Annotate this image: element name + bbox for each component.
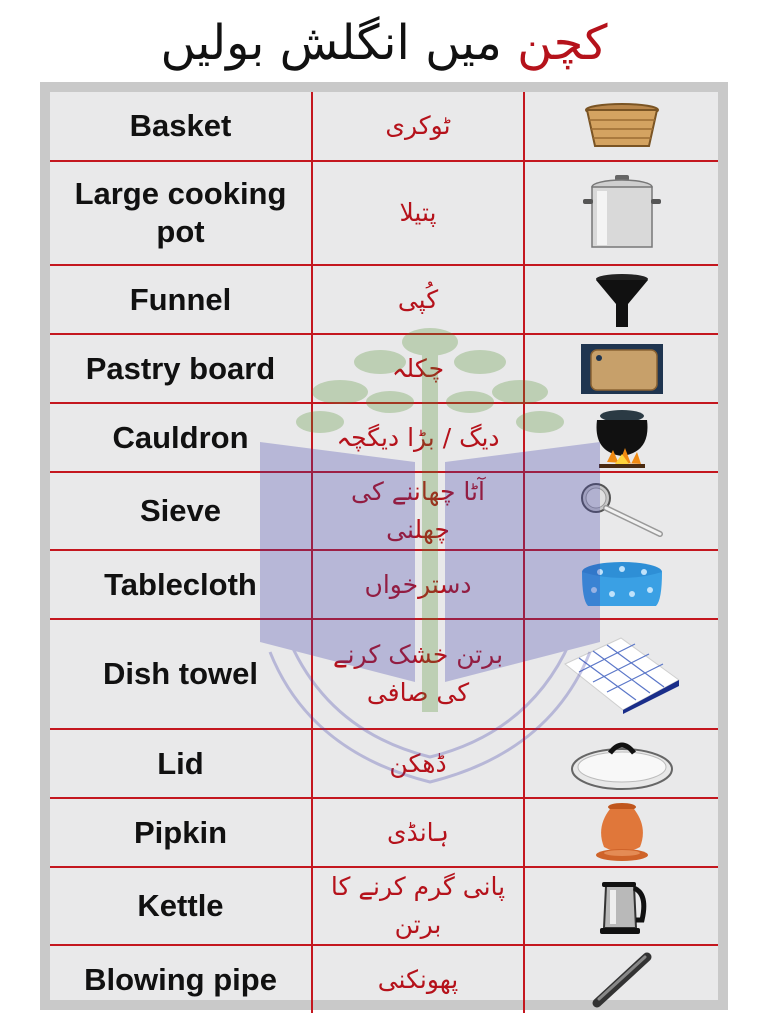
urdu-word: پانی گرم کرنے کا برتن — [312, 867, 524, 945]
cauldron-icon — [589, 406, 655, 470]
table-row — [50, 92, 718, 161]
urdu-word: ٹوکری — [312, 92, 524, 161]
english-word: Sieve — [50, 472, 312, 550]
table-row — [50, 550, 718, 619]
english-word: Large cooking pot — [50, 161, 312, 265]
vocab-table — [50, 92, 718, 1013]
table-row — [50, 945, 718, 1013]
page-title — [0, 4, 768, 82]
lid-icon — [570, 735, 674, 793]
english-word: Basket — [50, 92, 312, 161]
urdu-word: پتیلا — [312, 161, 524, 265]
basket-icon — [583, 102, 661, 150]
english-word: Pastry board — [50, 334, 312, 403]
urdu-word: ہانڈی — [312, 798, 524, 867]
table-row — [50, 334, 718, 403]
vocab-table-background — [50, 92, 718, 1000]
english-word: Lid — [50, 729, 312, 798]
blowing-pipe-icon — [591, 951, 653, 1009]
urdu-word: ڈھکن — [312, 729, 524, 798]
tablecloth-icon — [580, 560, 664, 610]
sieve-icon — [576, 482, 668, 540]
pipkin-icon — [592, 801, 652, 865]
cooking-pot-icon — [581, 173, 663, 253]
urdu-word: چکلہ — [312, 334, 524, 403]
urdu-word: آٹا چھاننے کی چھلنی — [312, 472, 524, 550]
title-black-words: میں انگلش بولیں — [160, 15, 502, 71]
english-word: Dish towel — [50, 619, 312, 729]
english-word: Kettle — [50, 867, 312, 945]
english-word: Tablecloth — [50, 550, 312, 619]
kettle-icon — [596, 876, 648, 936]
table-row — [50, 798, 718, 867]
table-row — [50, 867, 718, 945]
table-row — [50, 265, 718, 334]
english-word: Blowing pipe — [50, 945, 312, 1013]
english-word: Pipkin — [50, 798, 312, 867]
table-row — [50, 472, 718, 550]
urdu-word: دیگ / بڑا دیگچہ — [312, 403, 524, 472]
table-row — [50, 729, 718, 798]
urdu-word: برتن خشک کرنے کی صافی — [312, 619, 524, 729]
table-row — [50, 619, 718, 729]
english-word: Cauldron — [50, 403, 312, 472]
urdu-word: دسترخواں — [312, 550, 524, 619]
funnel-icon — [594, 272, 650, 328]
dish-towel-icon — [561, 634, 683, 714]
table-row — [50, 161, 718, 265]
pastry-board-icon — [581, 344, 663, 394]
title-red-word: کچن — [517, 15, 608, 71]
vocab-table-frame — [40, 82, 728, 1010]
table-row — [50, 403, 718, 472]
urdu-word: پھونکنی — [312, 945, 524, 1013]
english-word: Funnel — [50, 265, 312, 334]
urdu-word: کُپی — [312, 265, 524, 334]
